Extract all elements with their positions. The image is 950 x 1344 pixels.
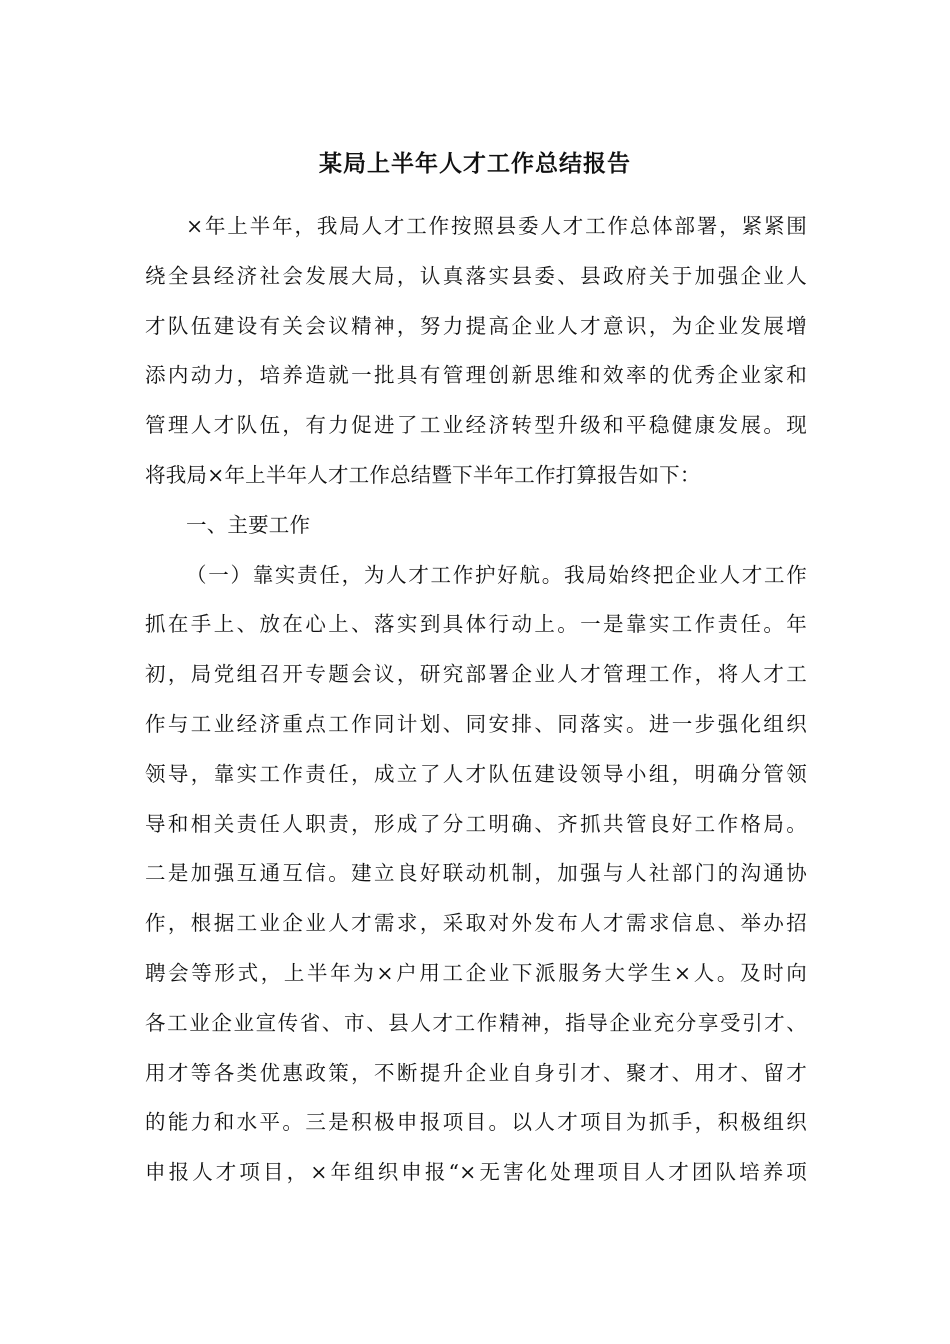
paragraph-line: 作与工业经济重点工作同计划、同安排、同落实。进一步强化组织 xyxy=(145,711,807,736)
paragraph-line: 导和相关责任人职责，形成了分工明确、齐抓共管良好工作格局。 xyxy=(145,811,807,836)
paragraph-line: （一）靠实责任，为人才工作护好航。我局始终把企业人才工作 xyxy=(186,562,807,587)
paragraph-line: 将我局×年上半年人才工作总结暨下半年工作打算报告如下： xyxy=(145,462,701,487)
paragraph-line: 抓在手上、放在心上、落实到具体行动上。一是靠实工作责任。年 xyxy=(145,612,807,637)
paragraph-line: 各工业企业宣传省、市、县人才工作精神，指导企业充分享受引才、 xyxy=(145,1010,807,1035)
paragraph-line: 添内动力，培养造就一批具有管理创新思维和效率的优秀企业家和 xyxy=(145,363,807,388)
paragraph-line: 二是加强互通互信。建立良好联动机制，加强与人社部门的沟通协 xyxy=(145,861,807,886)
paragraph-line: 聘会等形式，上半年为×户用工企业下派服务大学生×人。及时向 xyxy=(145,960,807,985)
document-body xyxy=(145,202,807,1198)
paragraph-line: 才队伍建设有关会议精神，努力提高企业人才意识，为企业发展增 xyxy=(145,313,807,338)
paragraph-line: 申报人才项目，×年组织申报“×无害化处理项目人才团队培养项 xyxy=(145,1160,807,1185)
section-heading: 一、主要工作 xyxy=(186,512,311,537)
document-title: 某局上半年人才工作总结报告 xyxy=(319,150,631,177)
paragraph-line: 作，根据工业企业人才需求，采取对外发布人才需求信息、举办招 xyxy=(145,911,807,936)
paragraph-line: 的能力和水平。三是积极申报项目。以人才项目为抓手，积极组织 xyxy=(145,1110,807,1135)
paragraph-line: 初，局党组召开专题会议，研究部署企业人才管理工作，将人才工 xyxy=(145,662,807,687)
paragraph-line: 管理人才队伍，有力促进了工业经济转型升级和平稳健康发展。现 xyxy=(145,413,807,438)
paragraph-line: 领导，靠实工作责任，成立了人才队伍建设领导小组，明确分管领 xyxy=(145,761,807,786)
paragraph-line: ×年上半年，我局人才工作按照县委人才工作总体部署，紧紧围 xyxy=(186,214,807,238)
paragraph-line: 绕全县经济社会发展大局，认真落实县委、县政府关于加强企业人 xyxy=(145,263,807,288)
paragraph-line: 用才等各类优惠政策，不断提升企业自身引才、聚才、用才、留才 xyxy=(145,1060,807,1085)
